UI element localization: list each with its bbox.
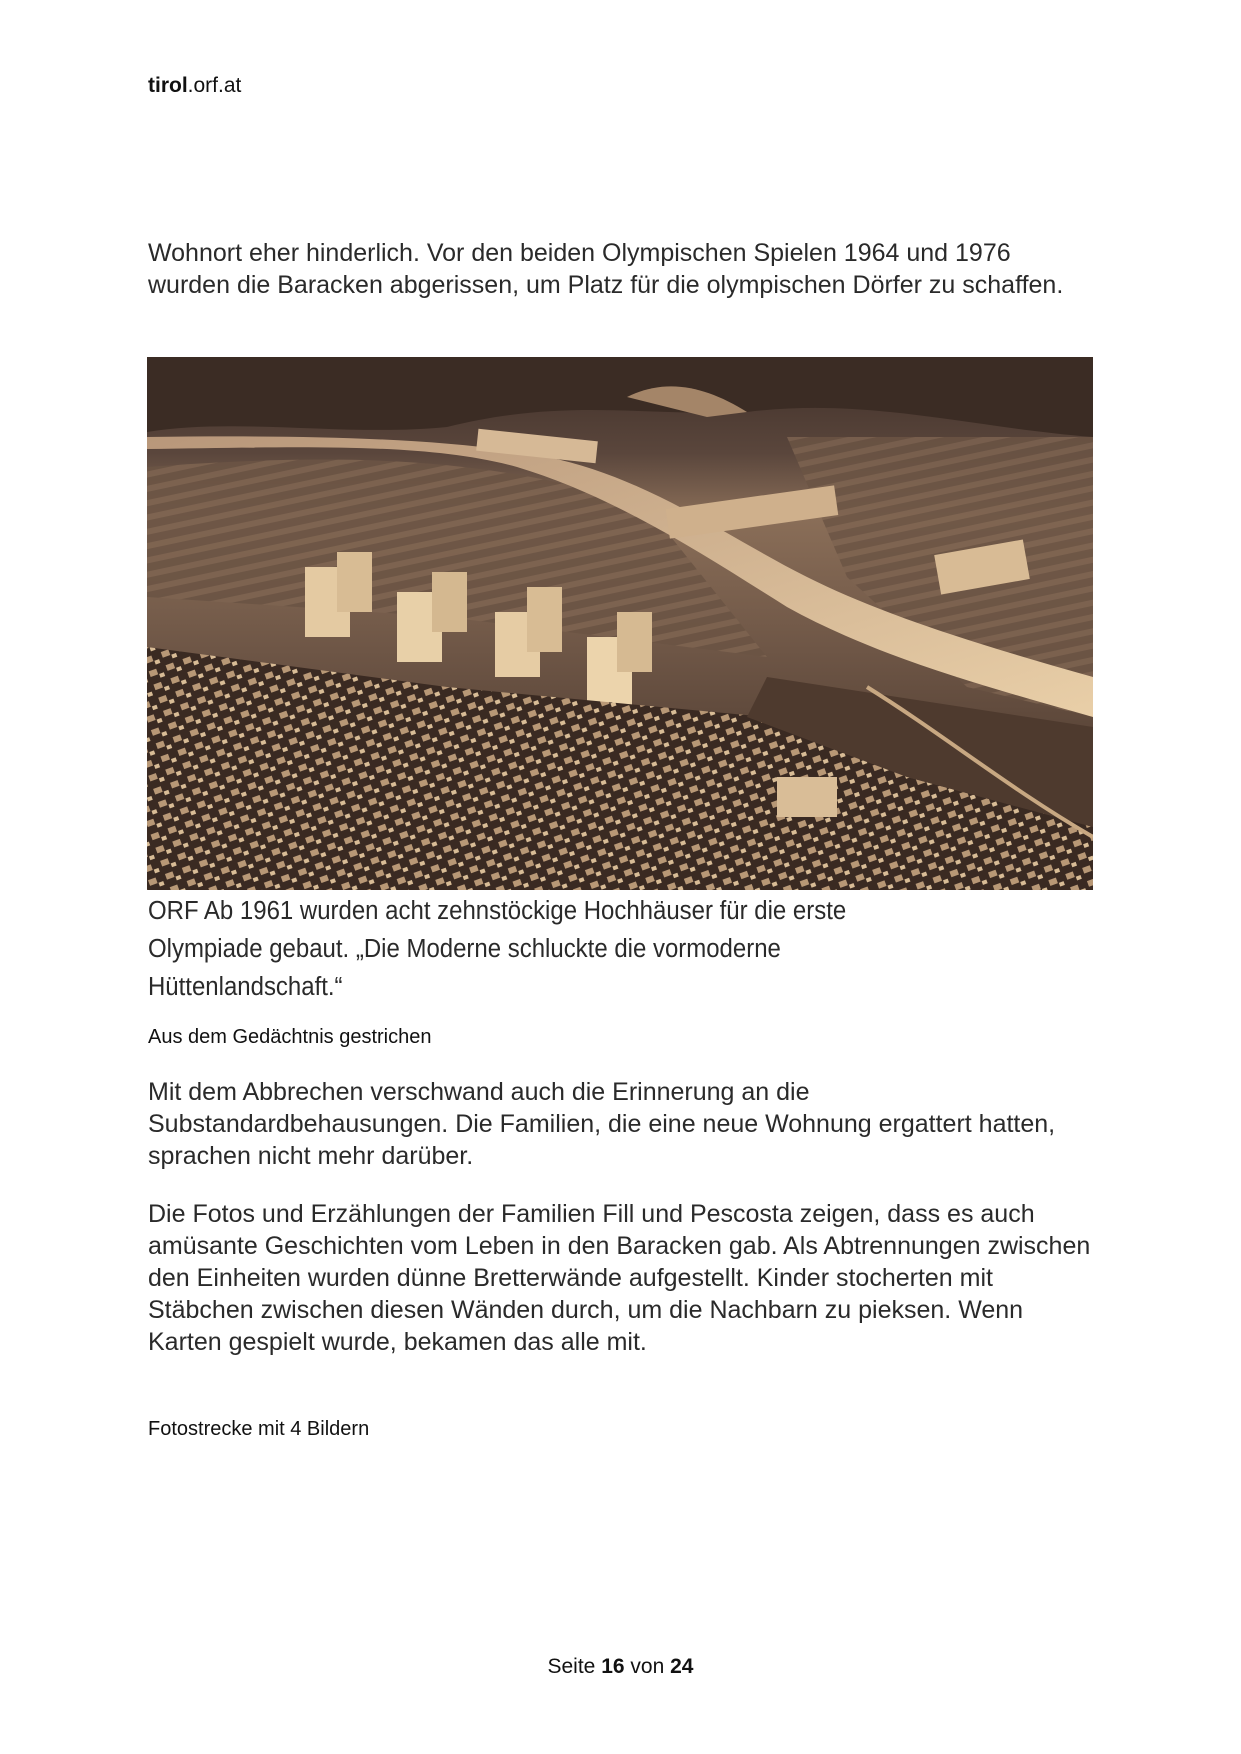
photo-factory xyxy=(777,777,837,817)
caption-line-1: ORF Ab 1961 wurden acht zehnstöckige Hochhäuser für die erste xyxy=(148,897,847,925)
aerial-photo-icon xyxy=(147,357,1093,890)
paragraph-intro: Wohnort eher hinderlich. Vor den beiden Olympischen Spielen 1964 und 1976 wurden die Baracken abgerissen, um Platz für die olympischen Dörfer zu schaffen. xyxy=(148,239,1064,299)
site-name-domain: .orf.at xyxy=(187,74,242,97)
photo-caption xyxy=(148,892,1041,1006)
section-subheading: Aus dem Gedächtnis gestrichen xyxy=(148,1026,432,1048)
gallery-link[interactable]: Fotostrecke mit 4 Bildern xyxy=(148,1418,370,1440)
caption-line-3: Hüttenlandschaft.“ xyxy=(148,973,343,1001)
page-total: 24 xyxy=(670,1655,694,1678)
paragraph-memory: Mit dem Abbrechen verschwand auch die Erinnerung an die Substandardbehausungen. Die Familien, die eine neue Wohnung ergattert hatten, sprachen nicht mehr darüber. xyxy=(148,1078,1056,1170)
site-name-bold: tirol xyxy=(148,74,188,97)
page-word: Seite xyxy=(547,1655,596,1678)
page-footer xyxy=(0,1655,1241,1679)
paragraph-stories: Die Fotos und Erzählungen der Familien Fill und Pescosta zeigen, dass es auch amüsante Geschichten vom Leben in den Baracken gab. Als Abtrennungen zwischen den Einheiten wurden dünne Bretterwände aufgestellt. Kinder stocherten mit Stäbchen zwischen diesen Wänden durch, um die Nachbarn zu pieksen. Wenn Karten gespielt wurde, bekamen das alle mit. xyxy=(148,1200,1091,1356)
site-header xyxy=(148,74,241,98)
of-word: von xyxy=(630,1655,665,1678)
aerial-photo xyxy=(147,357,1093,890)
caption-line-2: Olympiade gebaut. „Die Moderne schluckte die vormoderne xyxy=(148,935,781,963)
page-current: 16 xyxy=(601,1655,625,1678)
